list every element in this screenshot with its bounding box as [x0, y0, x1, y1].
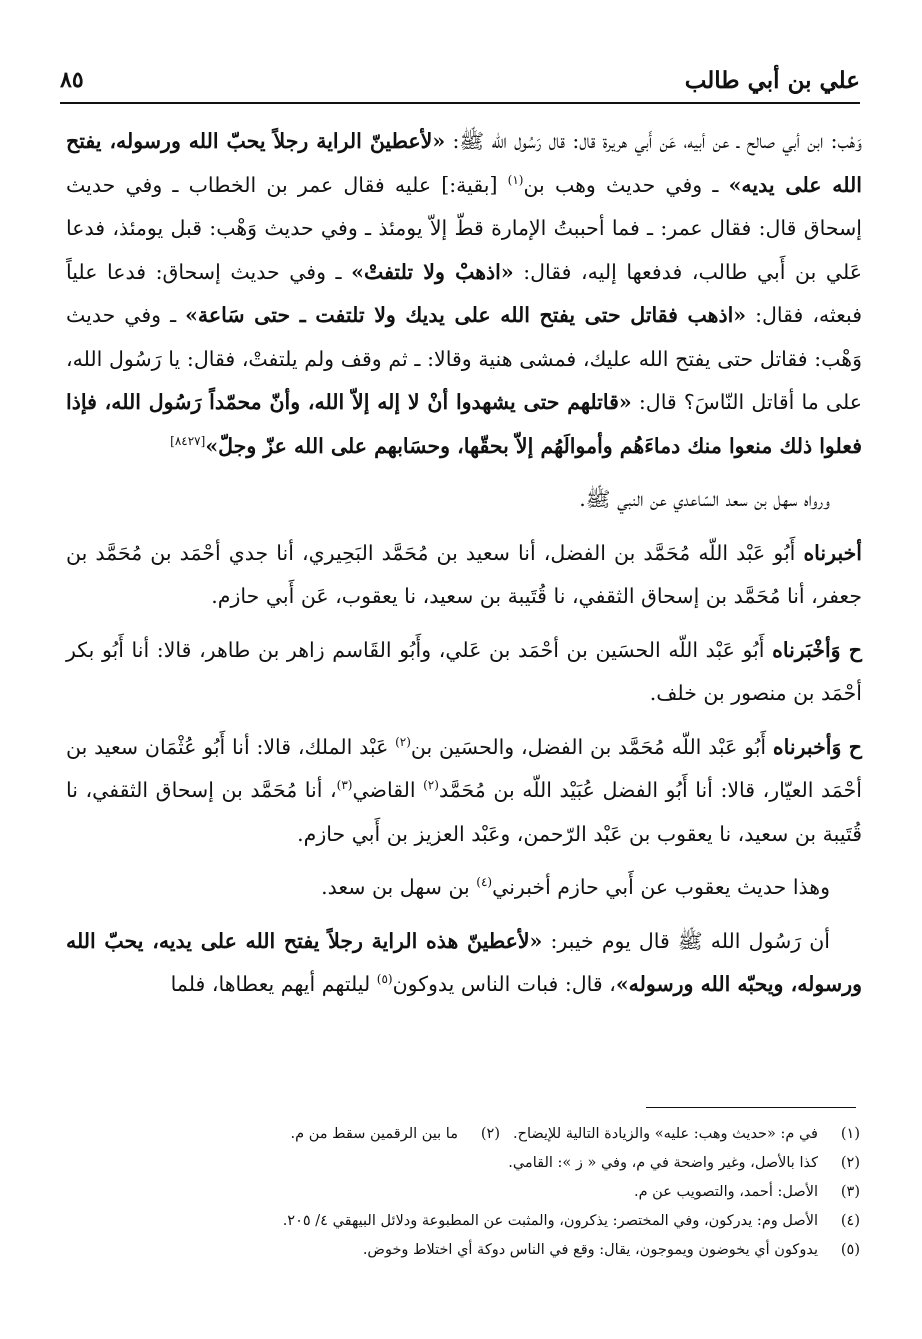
paragraph-isnad-1: أخبرناه أَبُو عَبْد اللّه مُحَمَّد بن الفضل، أنا سعيد بن مُحَمَّد البَحِيري، أنا جدي أحْمَد بن مُحَمَّد بن جعفر، أنا مُحَمَّد بن إسحاق الثقفي، نا قُتَيبة بن سعيد، نا يعقوب، عَن أَبي حازم. [66, 540, 862, 608]
quote: «لأعطينّ الراية رجلاً يحبّ الله ورسوله، يفتح الله على يديه» [66, 129, 863, 197]
footnotes [66, 1120, 860, 1265]
footnote: (٤) الأصل وم: يدركون، وفي المختصر: يذكرون، والمثبت عن المطبوعة ودلائل البيهقي ٤/ ٢٠٥. [282, 1213, 860, 1229]
footnote-ref: (٢) [423, 778, 439, 793]
quote: «اذهبْ ولا تلتفتْ» [351, 259, 514, 284]
quote: «اذهب فقاتل حتى يفتح الله على يديك ولا تلتفت ـ حتى سَاعة» [185, 303, 747, 327]
quote: «قاتلهم حتى يشهدوا أنْ لا إله إلاّ الله، وأنّ محمّداً رَسُول الله، فإذا فعلوا ذلك منعوا منك دماءَهُم وأموالَهُم إلاّ بحقّها، وحسَابهم على الله عزّ وجلّ» [66, 390, 862, 458]
running-title: علي بن أبي طالب [684, 66, 860, 94]
footnote: (٥) يدوكون أي يخوضون ويموجون، يقال: وقع في الناس دوكة أي اختلاط وخوض. [362, 1242, 860, 1258]
main-text [66, 120, 862, 1007]
page-number: ٨٥ [60, 67, 84, 93]
footnote: (٢) ما بين الرقمين سقط من م. [290, 1126, 500, 1142]
paragraph-isnad-3: ح وَأخبرناه أَبُو عَبْد اللّه مُحَمَّد بن الفضل، والحسَين بن$^{(٢)}$ عَبْد الملك، قالا: أنا أَبُو عُثْمَان سعيد بن أحْمَد العيّار، قالا: أنا أَبُو الفضل عُبَيْد اللّه بن مُحَمَّد$^{(٢)}$ القاضي$^{(٣)}$، أنا مُحَمَّد بن إسحاق الثقفي، نا قُتَيبة بن سعيد، نا يعقوب بن عَبْد الرّحمن، وعَبْد العزيز بن أَبي حازم. [66, 734, 862, 846]
footnote-ref: (٢) [395, 734, 411, 749]
paragraph-isnad-2: ح وَأخْبَرناه أَبُو عَبْد اللّه الحسَين بن أحْمَد بن عَلي، وأَبُو القَاسم زاهر بن طاهر، قالا: أنا أَبُو بكر أحْمَد بن منصور بن خلف. [66, 637, 862, 705]
footnote-ref: (٤) [476, 875, 493, 890]
footnote-ref: (٥) [376, 972, 393, 987]
footnote-ref: (١) [507, 172, 524, 187]
paragraph-note: وهذا حديث يعقوب عن أَبي حازم أخبرني$^{(٤)}$ بن سهل بن سعد. [321, 875, 830, 899]
footnote: (١) في م: «حديث وهب: عليه» والزيادة التالية للإيضاح. [513, 1126, 860, 1142]
page-header [60, 58, 860, 104]
footnote-row [66, 1120, 860, 1149]
footnote-ref: (٣) [336, 778, 353, 793]
footnote: (٢) كذا بالأصل، وغير واضحة في م، وفي « ز »: القامي. [508, 1155, 860, 1171]
footnote-divider [646, 1107, 856, 1108]
paragraph-khaybar: أن رَسُول الله ﷺ قال يوم خيبر: «لأعطينّ هذه الراية رجلاً يفتح الله على يديه، يحبّ الله ورسوله، ويحبّه الله ورسوله»، قال: فبات الناس يدوكون$^{(٥)}$ ليلتهم أيهم يعطاها، فلما [66, 928, 862, 996]
footnote: (٣) الأصل: أحمد، والتصويب عن م. [633, 1184, 860, 1200]
quote: «لأعطينّ هذه الراية رجلاً يفتح الله على يديه، يحبّ الله ورسوله، ويحبّه الله ورسوله» [66, 928, 862, 996]
hadith-number: [٨٤٢٧] [170, 433, 206, 448]
paragraph-riwaya: ورواه سهل بن سعد السّاعدي عن النبي ﷺ. [579, 487, 830, 511]
paragraph-hadith: وَهْب: ابن أبي صالح ـ عن أبيه، عَن أَبي هريرة قال: قال رَسُول الله ﷺ: «لأعطينّ الراية رجلاً يحبّ الله ورسوله، يفتح الله على يديه» ـ وفي حديث وهب بن$^{(١)}$ [بقية:] عليه فقال عمر بن الخطاب ـ وفي حديث إسحاق قال: فقال عمر: ـ فما أحببتُ الإمارة قطّ إلاّ يومئذ ـ وفي حديث وَهْب: قبل يومئذ، فدعا عَلي بن أَبي طالب، فدفعها إليه، فقال: «اذهبْ ولا تلتفتْ» ـ وفي حديث إسحاق: فدعا علياً فبعثه، فقال: «اذهب فقاتل حتى يفتح الله على يديك ولا تلتفت ـ حتى سَاعة» ـ وفي حديث وَهْب: فقاتل حتى يفتح الله عليك، فمشى هنية وقالا: ـ ثم وقف ولم يلتفتْ، فقال: يا رَسُول الله، على ما أقاتل النّاسَ؟ قال: «قاتلهم حتى يشهدوا أنْ لا إله إلاّ الله، وأنّ محمّداً رَسُول الله، فإذا فعلوا ذلك منعوا منك دماءَهُم وأموالَهُم إلاّ بحقّها، وحسَابهم على الله عزّ وجلّ»[٨٤٢٧] [66, 129, 863, 458]
